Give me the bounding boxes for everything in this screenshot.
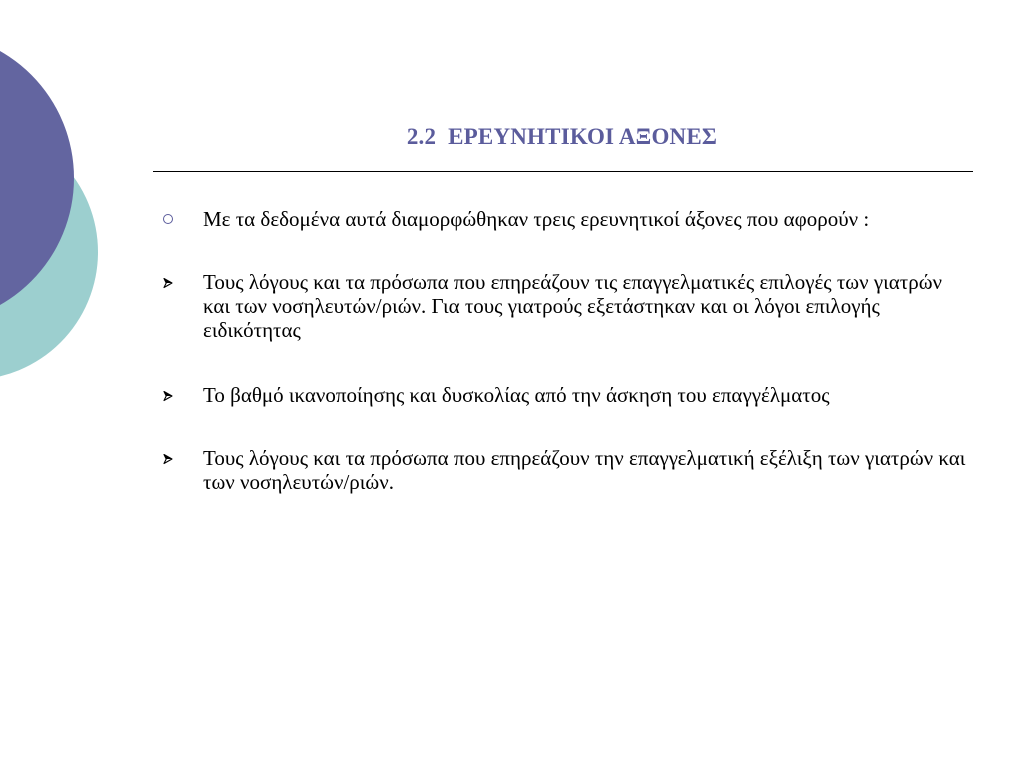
decorative-circles <box>0 0 110 410</box>
bullet-text: Το βαθμό ικανοποίησης και δυσκολίας από την άσκηση του επαγγέλματος <box>203 383 830 407</box>
arrow-bullet-icon <box>160 451 176 467</box>
bullet-item <box>160 383 970 407</box>
bullet-text: Με τα δεδομένα αυτά διαμορφώθηκαν τρεις ερευνητικοί άξονες που αφορούν : <box>203 207 870 231</box>
arrow-bullet-icon <box>160 275 176 291</box>
bullet-item <box>160 446 970 494</box>
hollow-circle-icon <box>160 211 176 227</box>
title-divider <box>153 171 973 172</box>
arrow-bullet-icon <box>160 388 176 404</box>
bullet-list <box>160 207 970 533</box>
bullet-item <box>160 207 970 231</box>
bullet-text: Τους λόγους και τα πρόσωπα που επηρεάζουν την επαγγελματική εξέλιξη των γιατρών και των νοσηλευτών/ριών. <box>203 446 966 494</box>
slide-title: 2.2 ΕΡΕΥΝΗΤΙΚΟΙ ΑΞΟΝΕΣ <box>406 124 718 149</box>
bullet-text: Τους λόγους και τα πρόσωπα που επηρεάζουν τις επαγγελματικές επιλογές των γιατρών και των νοσηλευτών/ριών. Για τους γιατρούς εξετάστηκαν και οι λόγοι επιλογής ειδικότητας <box>203 270 943 342</box>
bullet-item <box>160 270 970 342</box>
